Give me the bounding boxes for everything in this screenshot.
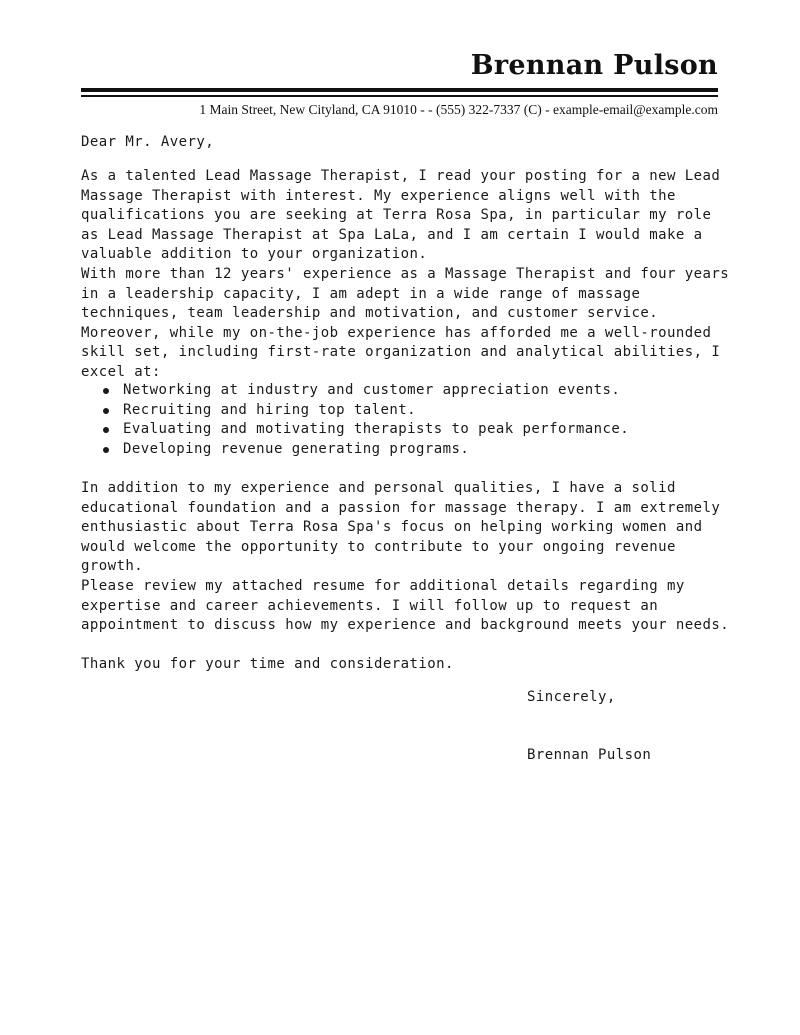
header-rule-thick bbox=[81, 88, 718, 92]
paragraph-experience: With more than 12 years' experience as a Massage Therapist and four years in a leadership capacity, I am adept in a wide range of massage techniques, team leadership and motivation, and customer service. Moreover, while my on-the-job experience has afforded me a well-rounded skill set, including first-rate organization and analytical abilities, I excel at: bbox=[81, 266, 730, 380]
list-item bbox=[81, 381, 731, 401]
sender-name-heading: Brennan Pulson bbox=[470, 50, 718, 81]
bullet-icon bbox=[103, 388, 109, 394]
bullet-icon bbox=[103, 408, 109, 414]
bullet-icon bbox=[103, 427, 109, 433]
list-item bbox=[81, 401, 731, 421]
header-rule-thin bbox=[81, 95, 718, 97]
list-item-text: Evaluating and motivating therapists to peak performance. bbox=[123, 421, 630, 437]
list-item bbox=[81, 420, 731, 440]
paragraph-thanks: Thank you for your time and consideration. bbox=[81, 656, 454, 672]
contact-line: 1 Main Street, New Cityland, CA 91010 - - (555) 322-7337 (C) - example-email@example.com bbox=[199, 102, 718, 117]
list-item bbox=[81, 440, 731, 460]
list-item-text: Developing revenue generating programs. bbox=[123, 440, 470, 457]
salutation: Dear Mr. Avery, bbox=[81, 134, 215, 150]
list-item-text: Networking at industry and customer appreciation events. bbox=[123, 382, 621, 398]
paragraph-intro: As a talented Lead Massage Therapist, I read your posting for a new Lead Massage Therapist with interest. My experience aligns well with the qualifications you are seeking at Terra Rosa Spa, in particular my role as Lead Massage Therapist at Spa LaLa, and I am certain I would make a valuable addition to your organization. bbox=[81, 168, 721, 262]
skills-list bbox=[81, 381, 731, 459]
signature-name: Brennan Pulson bbox=[527, 747, 652, 763]
closing: Sincerely, bbox=[527, 689, 616, 705]
paragraph-education: In addition to my experience and personal qualities, I have a solid educational foundation and a passion for massage therapy. I am extremely enthusiastic about Terra Rosa Spa's focus on helping working women and would welcome the opportunity to contribute to your ongoing revenue growth. bbox=[81, 480, 721, 574]
list-item-text: Recruiting and hiring top talent. bbox=[123, 401, 416, 418]
bullet-icon bbox=[103, 447, 109, 453]
paragraph-follow-up: Please review my attached resume for additional details regarding my expertise and career achievements. I will follow up to request an appointment to discuss how my experience and background meets your needs. bbox=[81, 578, 730, 633]
